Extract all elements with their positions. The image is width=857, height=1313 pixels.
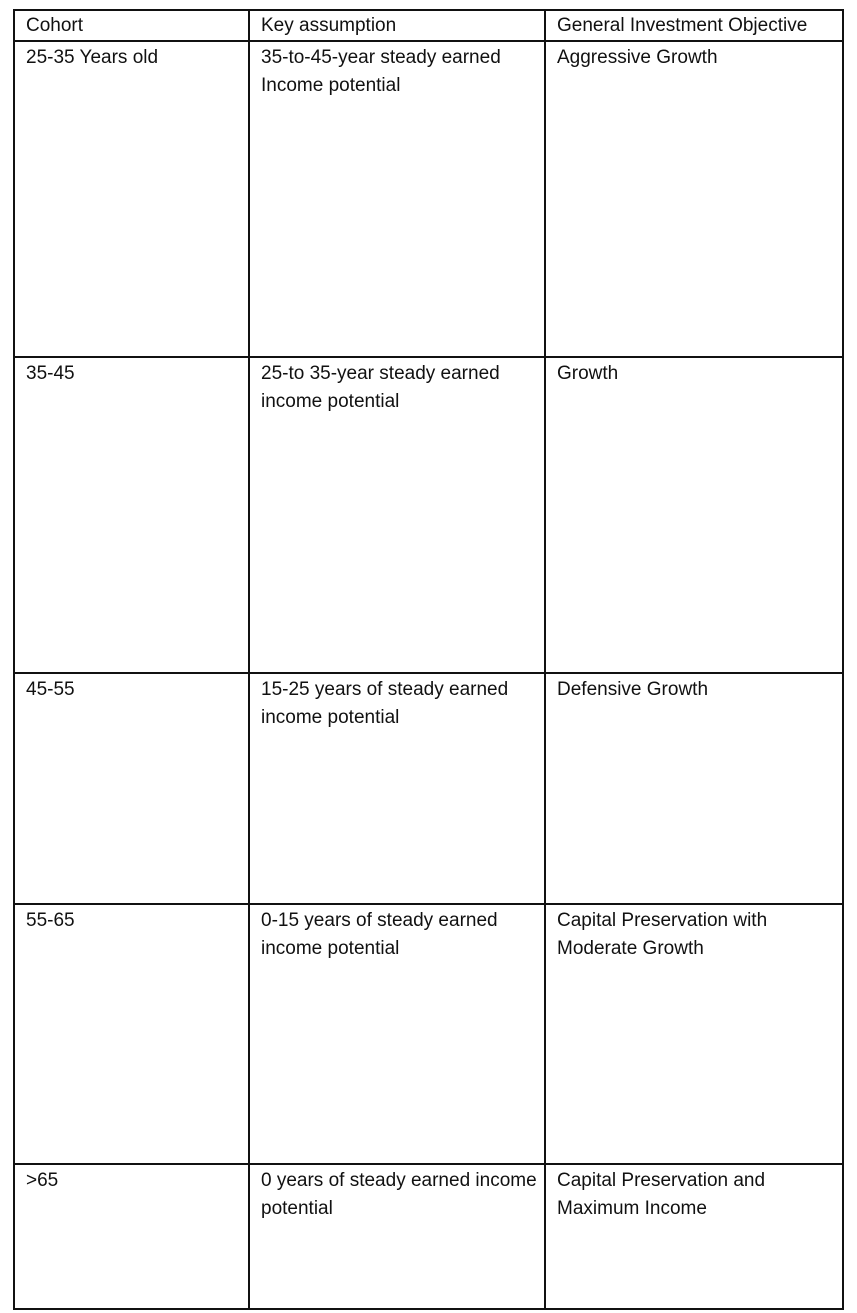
table-row bbox=[14, 1164, 843, 1309]
cohort-cell: 55-65 bbox=[14, 904, 249, 1164]
table-body bbox=[14, 41, 843, 1309]
table-row bbox=[14, 357, 843, 673]
objective-cell: Aggressive Growth bbox=[545, 41, 843, 357]
header-key-assumption: Key assumption bbox=[249, 10, 545, 41]
objective-cell: Growth bbox=[545, 357, 843, 673]
objective-cell: Capital Preservation with Moderate Growth bbox=[545, 904, 843, 1164]
header-cohort: Cohort bbox=[14, 10, 249, 41]
cohort-cell: 35-45 bbox=[14, 357, 249, 673]
table-row bbox=[14, 904, 843, 1164]
table-header bbox=[14, 10, 843, 41]
cohort-cell: 45-55 bbox=[14, 673, 249, 904]
assumption-cell: 25-to 35-year steady earned income potential bbox=[249, 357, 545, 673]
assumption-cell: 35-to-45-year steady earned Income potential bbox=[249, 41, 545, 357]
cohort-cell: >65 bbox=[14, 1164, 249, 1309]
assumption-cell: 0 years of steady earned income potential bbox=[249, 1164, 545, 1309]
header-row bbox=[14, 10, 843, 41]
table-row bbox=[14, 673, 843, 904]
header-investment-objective: General Investment Objective bbox=[545, 10, 843, 41]
assumption-cell: 15-25 years of steady earned income potential bbox=[249, 673, 545, 904]
objective-cell: Capital Preservation and Maximum Income bbox=[545, 1164, 843, 1309]
investment-objectives-table bbox=[13, 9, 844, 1310]
cohort-cell: 25-35 Years old bbox=[14, 41, 249, 357]
assumption-cell: 0-15 years of steady earned income potential bbox=[249, 904, 545, 1164]
objective-cell: Defensive Growth bbox=[545, 673, 843, 904]
table-row bbox=[14, 41, 843, 357]
